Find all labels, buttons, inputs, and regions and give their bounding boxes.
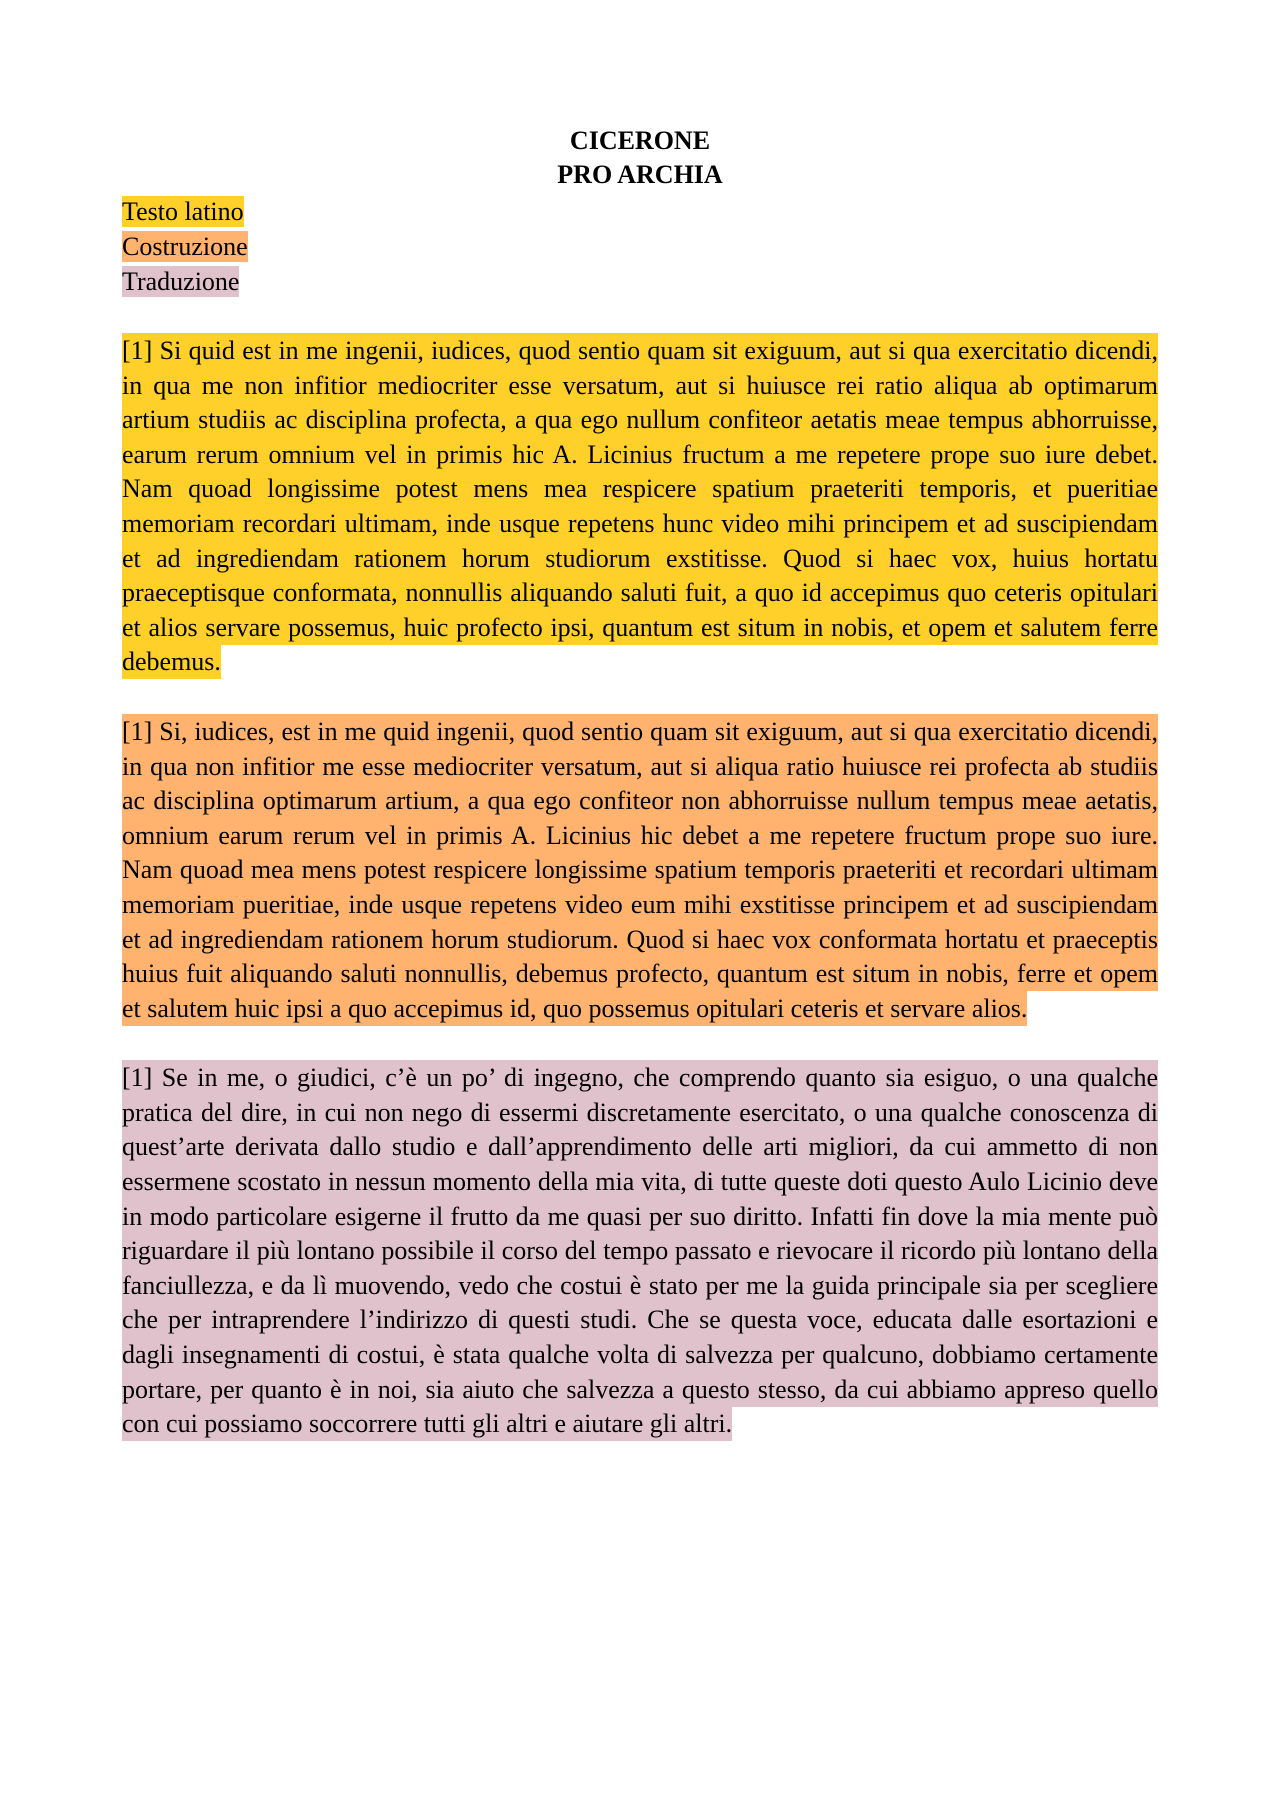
costruzione-paragraph xyxy=(122,715,1158,1026)
legend-latin-label: Testo latino xyxy=(122,197,244,226)
legend-item-latin xyxy=(122,194,1158,229)
legend-item-traduzione xyxy=(122,264,1158,299)
legend-item-costruzione xyxy=(122,229,1158,264)
color-legend xyxy=(122,194,1158,299)
traduzione-paragraph xyxy=(122,1061,1158,1442)
document-page xyxy=(122,124,1158,1442)
latin-text-paragraph xyxy=(122,334,1158,680)
legend-traduzione-label: Traduzione xyxy=(122,267,240,296)
latin-text: [1] Si quid est in me ingenii, iudices, quod sentio quam sit exiguum, aut si qua exercitatio dicendi, in qua me non infitior mediocriter esse versatum, aut si huiusce rei ratio aliqua ab optimarum artium studiis ac disciplina profecta, a qua ego nullum confiteor aetatis meae tempus abhorruisse, earum rerum omnium vel in primis hic A. Licinius fructum a me repetere prope suo iure debet. Nam quoad longissime potest mens mea respicere spatium praeteriti temporis, et pueritiae memoriam recordari ultimam, inde usque repetens hunc video mihi principem et ad suscipiendam et ad ingrediendam rationem horum studiorum exstitisse. Quod si haec vox, huius hortatu praeceptisque conformata, nonnullis aliquando saluti fuit, a quo id accepimus quo ceteris opitulari et alios servare possemus, huic profecto ipsi, quantum est situm in nobis, et opem et salutem ferre debemus. xyxy=(122,333,1158,679)
legend-costruzione-label: Costruzione xyxy=(122,232,248,261)
document-author: CICERONE xyxy=(569,126,711,155)
costruzione-text: [1] Si, iudices, est in me quid ingenii, quod sentio quam sit exiguum, aut si qua exercitatio dicendi, in qua non infitior me esse mediocriter versatum, aut si aliqua ratio huiusce rei profecta ab studiis ac disciplina optimarum artium, a qua ego confiteor non abhorruisse nullum tempus meae aetatis, omnium earum rerum vel in primis A. Licinius hic debet a me repetere fructum prope suo iure. Nam quoad mea mens potest respicere longissime spatium temporis praeteriti et recordari ultimam memoriam pueritiae, inde usque repetens video eum mihi exstitisse principem et ad suscipiendam et ad ingrediendam rationem horum studiorum. Quod si haec vox conformata hortatu et praeceptis huius fuit aliquando saluti nonnullis, debemus profecto, quantum est situm in nobis, ferre et opem et salutem huic ipsi a quo accepimus id, quo possemus opitulari ceteris et servare alios. xyxy=(122,714,1158,1026)
document-title: PRO ARCHIA xyxy=(557,160,723,189)
traduzione-text: [1] Se in me, o giudici, c’è un po’ di ingegno, che comprendo quanto sia esiguo, o una qualche pratica del dire, in cui non nego di essermi discretamente esercitato, o una qualche conoscenza di quest’arte derivata dallo studio e dall’apprendimento delle arti migliori, da cui ammetto di non essermene scostato in nessun momento della mia vita, di tutte queste doti questo Aulo Licinio deve in modo particolare esigerne il frutto da me quasi per suo diritto. Infatti fin dove la mia mente può riguardare il più lontano possibile il corso del tempo passato e rievocare il ricordo più lontano della fanciullezza, e da lì muovendo, vedo che costui è stato per me la guida principale sia per scegliere che per intraprendere l’indirizzo di questi studi. Che se questa voce, educata dalle esortazioni e dagli insegnamenti di costui, è stata qualche volta di salvezza per qualcuno, dobbiamo certamente portare, per quanto è in noi, sia aiuto che salvezza a questo stesso, da cui abbiamo appreso quello con cui possiamo soccorrere tutti gli altri e aiutare gli altri. xyxy=(122,1060,1158,1441)
